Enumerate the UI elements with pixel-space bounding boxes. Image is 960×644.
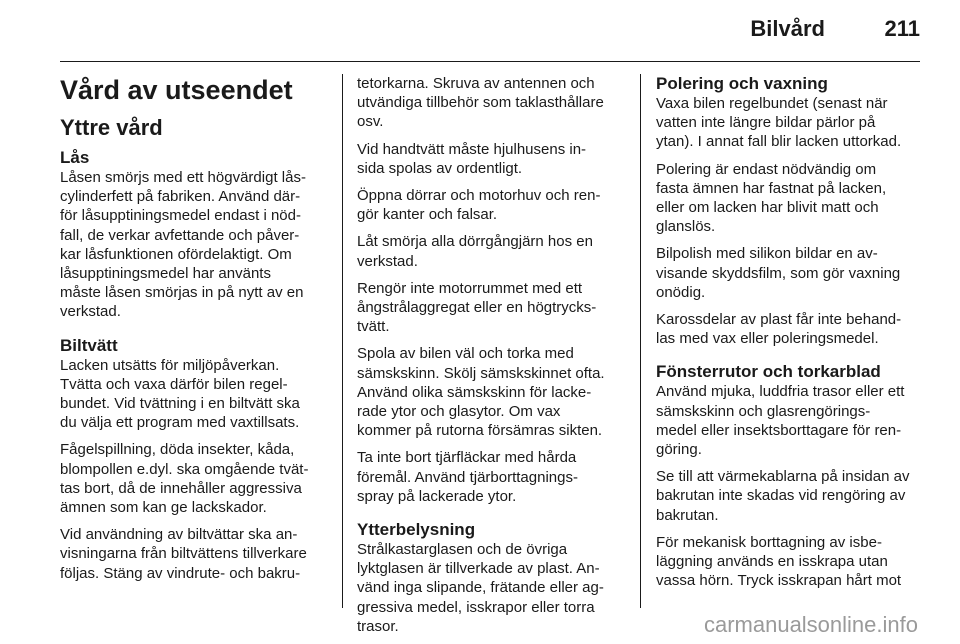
text-line: Lacken utsätts för miljöpåverkan.: [60, 356, 280, 374]
header-divider: [60, 61, 920, 62]
paragraph: [656, 244, 924, 302]
chapter-heading: Vård av utseendet: [60, 75, 293, 105]
text-line: Öppna dörrar och motorhuv och ren-: [357, 187, 601, 205]
text-line: Polering är endast nödvändig om: [656, 160, 877, 178]
paragraph: [357, 448, 627, 506]
paragraph: [357, 140, 627, 178]
paragraph: [357, 232, 627, 270]
text-line: Vid handtvätt måste hjulhusens in-: [357, 140, 587, 158]
subsection-heading-las: Lås: [60, 148, 90, 167]
text-line: Använd olika sämskskinn för lacke-: [357, 383, 592, 401]
text-line: göring.: [656, 441, 702, 459]
text-line: tvätt.: [357, 318, 390, 336]
text-line: Låsen smörjs med ett högvärdigt lås-: [60, 169, 306, 186]
paragraph: [357, 540, 627, 636]
text-line: Strålkastarglasen och de övriga: [357, 541, 568, 559]
text-line: blompollen e.dyl. ska omgående tvät-: [60, 460, 309, 478]
column-divider: [640, 74, 641, 608]
paragraph: [60, 525, 330, 583]
text-line: ämnen som kan ge lackskador.: [60, 499, 267, 517]
text-line: Se till att värmekablarna på insidan av: [656, 468, 910, 486]
text-line: visande skyddsfilm, som gör vaxning: [656, 264, 901, 282]
text-line: vassa hörn. Tryck isskrapan hårt mot: [656, 572, 902, 590]
text-line: vänd inga slipande, frätande eller ag-: [357, 579, 604, 597]
text-line: gör kanter och falsar.: [357, 206, 498, 224]
text-line: trasor.: [357, 617, 399, 635]
text-line: Tvätta och vaxa därför bilen regel-: [60, 375, 288, 393]
paragraph: [656, 160, 924, 237]
paragraph: [60, 440, 330, 517]
subsection-heading-fonsterrutor: Fönsterrutor och torkarblad: [656, 362, 881, 382]
text-line: föremål. Använd tjärborttagnings-: [357, 468, 578, 486]
text-line: kommer på rutorna försämras sikten.: [357, 422, 603, 440]
text-line: ångstrålaggregat eller en högtrycks-: [357, 299, 597, 317]
text-line: fall, de verkar avfettande och påver-: [60, 226, 300, 244]
paragraph: [656, 533, 924, 591]
text-line: Karossdelar av plast får inte behand-: [656, 311, 902, 329]
text-line: följas. Stäng av vindrute- och bakru-: [60, 564, 301, 582]
text-line: glanslös.: [656, 218, 716, 236]
text-line: spray på lackerade ytor.: [357, 487, 517, 505]
text-line: ytan). I annat fall blir lacken uttorkad.: [656, 133, 902, 151]
paragraph: [656, 310, 924, 348]
text-line: Bilpolish med silikon bildar en av-: [656, 245, 878, 263]
column-divider: [342, 74, 343, 608]
text-line: du välja ett program med vaxtillsats.: [60, 414, 300, 432]
section-title: Bilvård: [750, 16, 825, 41]
text-line: måste låsen smörjas in på nytt av en: [60, 284, 304, 302]
text-line: bakrutan.: [656, 506, 719, 524]
subsection-heading-biltvatt: Biltvätt: [60, 335, 118, 355]
text-line: bundet. Vid tvättning i en biltvätt ska: [60, 395, 300, 413]
text-line: Spola av bilen väl och torka med: [357, 345, 574, 363]
text-line: För mekanisk borttagning av isbe-: [656, 533, 882, 551]
paragraph: [357, 279, 627, 337]
subsection-heading-ytterbelysning: Ytterbelysning: [357, 520, 476, 540]
text-line: Vid användning av biltvättar ska an-: [60, 526, 298, 544]
text-line: las med vax eller poleringsmedel.: [656, 330, 879, 348]
text-line: cylinderfett på fabriken. Använd där-: [60, 188, 301, 206]
text-line: verkstad.: [357, 252, 418, 270]
text-line: medel eller insektsborttagare för ren-: [656, 421, 902, 439]
paragraph: [357, 344, 627, 440]
text-line: bakrutan inte skadas vid rengöring av: [656, 487, 906, 505]
text-line: gressiva medel, isskrapor eller torra: [357, 598, 595, 616]
paragraph: [357, 74, 627, 132]
column-2: [357, 74, 627, 644]
text-line: Fågelspillning, döda insekter, kåda,: [60, 441, 295, 459]
paragraph: [60, 356, 330, 433]
text-line: sämskskinn. Skölj sämskskinnet ofta.: [357, 364, 605, 382]
text-line: utvändiga tillbehör som taklasthållare: [357, 94, 604, 112]
text-line: sida spolas av ordentligt.: [357, 159, 523, 177]
column-3: [656, 74, 924, 598]
text-line: Vaxa bilen regelbundet (senast när: [656, 95, 888, 112]
text-line: sämskskinn och glasrengörings-: [656, 402, 871, 420]
page-number: 211: [884, 16, 920, 41]
text-line: lyktglasen är tillverkade av plast. An-: [357, 560, 600, 578]
text-line: rade ytor och glasytor. Om vax: [357, 403, 561, 421]
paragraph: [656, 382, 924, 459]
text-line: för låsupptiningsmedel endast i nöd-: [60, 207, 301, 225]
text-line: osv.: [357, 113, 384, 131]
text-line: Ta inte bort tjärfläckar med hårda: [357, 449, 577, 467]
text-line: kar låsfunktionen ofördelaktigt. Om: [60, 245, 292, 263]
watermark: carmanualsonline.info: [703, 612, 918, 637]
text-line: fasta ämnen har fastnat på lacken,: [656, 179, 887, 197]
paragraph: [60, 168, 330, 322]
text-line: läggning används en isskrapa utan: [656, 553, 888, 571]
text-line: vatten inte längre bildar pärlor på: [656, 114, 876, 132]
text-line: Rengör inte motorrummet med ett: [357, 279, 583, 297]
text-line: onödig.: [656, 283, 706, 301]
text-line: visningarna från biltvättens tillverkare: [60, 545, 307, 563]
subsection-heading-polering: Polering och vaxning: [656, 74, 828, 93]
text-line: låsupptiningsmedel har använts: [60, 265, 271, 283]
text-line: tas bort, då de innehåller aggressiva: [60, 479, 302, 497]
paragraph: [656, 467, 924, 525]
text-line: Låt smörja alla dörrgångjärn hos en: [357, 233, 593, 251]
paragraph: [656, 94, 924, 152]
column-1: [60, 74, 330, 591]
section-heading: Yttre vård: [60, 115, 163, 140]
text-line: verkstad.: [60, 303, 121, 321]
text-line: Använd mjuka, luddfria trasor eller ett: [656, 383, 905, 401]
text-line: eller om lacken har blivit matt och: [656, 199, 879, 217]
paragraph: [357, 186, 627, 224]
text-line: tetorkarna. Skruva av antennen och: [357, 75, 595, 92]
